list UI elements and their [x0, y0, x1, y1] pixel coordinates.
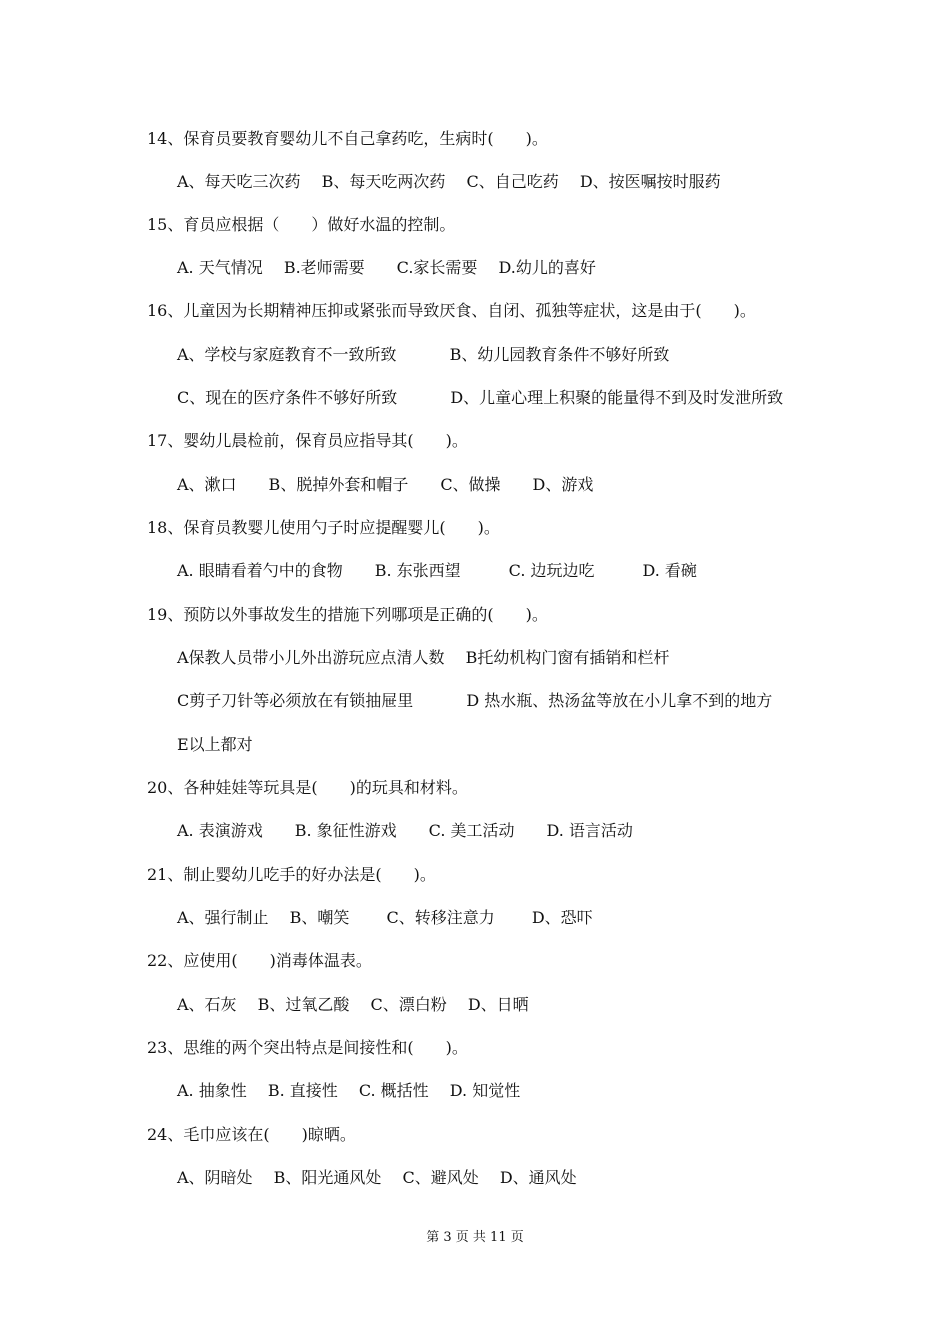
- question-17: 17、婴幼儿晨检前，保育员应指导其( )。: [147, 431, 468, 450]
- question-22: 22、应使用( )消毒体温表。: [147, 951, 372, 970]
- question-16: 16、儿童因为长期精神压抑或紧张而导致厌食、自闭、孤独等症状，这是由于( )。: [147, 301, 756, 320]
- question-15: 15、育员应根据（ ）做好水温的控制。: [147, 215, 456, 234]
- question-24: 24、毛巾应该在( )晾晒。: [147, 1125, 356, 1144]
- options-17: A、漱口 B、脱掉外套和帽子 C、做操 D、游戏: [177, 475, 594, 494]
- options-16-row-1: A、学校与家庭教育不一致所致 B、幼儿园教育条件不够好所致: [177, 345, 670, 364]
- question-19: 19、预防以外事故发生的措施下列哪项是正确的( )。: [147, 605, 548, 624]
- question-18: 18、保育员教婴儿使用勺子时应提醒婴儿( )。: [147, 518, 500, 537]
- options-19-row-2: C剪子刀针等必须放在有锁抽屉里 D 热水瓶、热汤盆等放在小儿拿不到的地方: [177, 691, 773, 710]
- options-14: A、每天吃三次药 B、每天吃两次药 C、自己吃药 D、按医嘱按时服药: [177, 172, 721, 191]
- options-22: A、石灰 B、过氧乙酸 C、漂白粉 D、日晒: [177, 995, 529, 1014]
- options-18: A. 眼睛看着勺中的食物 B. 东张西望 C. 边玩边吃 D. 看碗: [177, 561, 697, 580]
- options-20: A. 表演游戏 B. 象征性游戏 C. 美工活动 D. 语言活动: [177, 821, 633, 840]
- question-23: 23、思维的两个突出特点是间接性和( )。: [147, 1038, 468, 1057]
- options-23: A. 抽象性 B. 直接性 C. 概括性 D. 知觉性: [177, 1081, 521, 1100]
- options-16-row-2: C、现在的医疗条件不够好所致 D、儿童心理上积聚的能量得不到及时发泄所致: [177, 388, 784, 407]
- options-21: A、强行制止 B、嘲笑 C、转移注意力 D、恐吓: [177, 908, 593, 927]
- page-number-footer: 第 3 页 共 11 页: [426, 1230, 524, 1245]
- options-19-row-1: A保教人员带小儿外出游玩应点清人数 B托幼机构门窗有插销和栏杆: [177, 648, 670, 667]
- options-15: A. 天气情况 B.老师需要 C.家长需要 D.幼儿的喜好: [177, 258, 596, 277]
- options-24: A、阴暗处 B、阳光通风处 C、避风处 D、通风处: [177, 1168, 577, 1187]
- options-19-row-3: E以上都对: [177, 735, 253, 754]
- question-20: 20、各种娃娃等玩具是( )的玩具和材料。: [147, 778, 468, 797]
- question-21: 21、制止婴幼儿吃手的好办法是( )。: [147, 865, 436, 884]
- question-14: 14、保育员要教育婴幼儿不自己拿药吃，生病时( )。: [147, 129, 548, 148]
